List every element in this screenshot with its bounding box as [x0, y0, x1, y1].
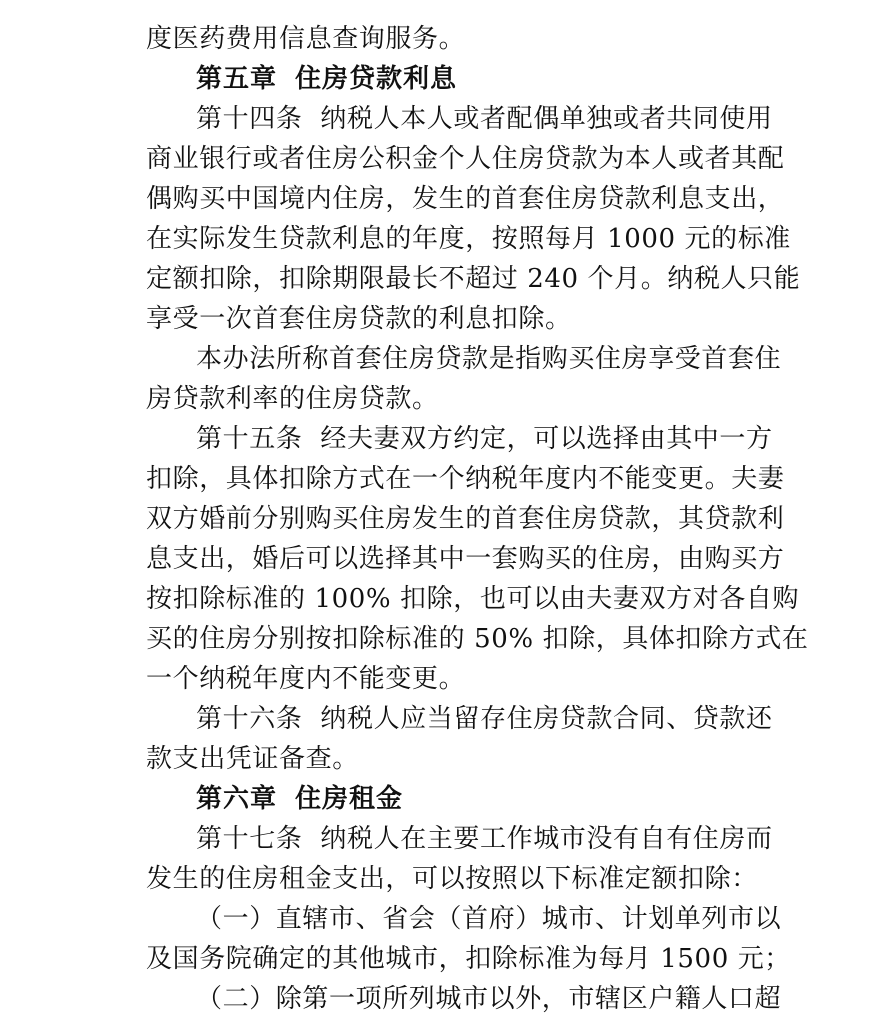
text-line: 双方婚前分别购买住房发生的首套住房贷款，其贷款利	[146, 504, 785, 534]
article-first-line	[0, 419, 873, 459]
chapter-heading	[0, 59, 873, 99]
article-number: 第十四条	[196, 104, 303, 134]
text-line: 在实际发生贷款利息的年度，按照每月 1000 元的标准	[146, 224, 791, 254]
article-text: 经夫妻双方约定，可以选择由其中一方	[320, 424, 773, 454]
article-first-line	[0, 99, 873, 139]
text-line: 款支出凭证备查。	[146, 744, 359, 774]
text-line: 息支出，婚后可以选择其中一套购买的住房，由购买方	[146, 544, 785, 574]
article-number: 第十五条	[196, 424, 303, 454]
text-line: 定额扣除，扣除期限最长不超过 240 个月。纳税人只能	[146, 264, 801, 294]
article-text: 纳税人应当留存住房贷款合同、贷款还	[320, 704, 773, 734]
article-text: 纳税人在主要工作城市没有自有住房而	[320, 824, 773, 854]
text-line: 及国务院确定的其他城市，扣除标准为每月 1500 元；	[146, 944, 791, 974]
text-line: 房贷款利率的住房贷款。	[146, 384, 439, 414]
article-number: 第十七条	[196, 824, 303, 854]
chapter-number: 第五章	[196, 64, 278, 94]
list-item-first-line: （二）除第一项所列城市以外，市辖区户籍人口超	[196, 984, 782, 1014]
list-item-first-line: （一）直辖市、省会（首府）城市、计划单列市以	[196, 904, 782, 934]
text-line: 扣除，具体扣除方式在一个纳税年度内不能变更。夫妻	[146, 464, 785, 494]
text-line: 商业银行或者住房公积金个人住房贷款为本人或者其配	[146, 144, 785, 174]
text-line: 按扣除标准的 100% 扣除，也可以由夫妻双方对各自购	[146, 584, 800, 614]
text-line: 偶购买中国境内住房，发生的首套住房贷款利息支出，	[146, 184, 785, 214]
text-line: 享受一次首套住房贷款的利息扣除。	[146, 304, 572, 334]
chapter-title: 住房租金	[295, 784, 404, 814]
article-first-line	[0, 699, 873, 739]
text-line: 买的住房分别按扣除标准的 50% 扣除，具体扣除方式在	[146, 624, 809, 654]
article-first-line	[0, 819, 873, 859]
paragraph-first-line: 本办法所称首套住房贷款是指购买住房享受首套住	[196, 344, 782, 374]
text-line: 一个纳税年度内不能变更。	[146, 664, 466, 694]
chapter-title: 住房贷款利息	[295, 64, 458, 94]
article-text: 纳税人本人或者配偶单独或者共同使用	[320, 104, 773, 134]
text-line: 度医药费用信息查询服务。	[146, 24, 466, 54]
text-line: 发生的住房租金支出，可以按照以下标准定额扣除：	[146, 864, 758, 894]
chapter-heading	[0, 779, 873, 819]
chapter-number: 第六章	[196, 784, 278, 814]
article-number: 第十六条	[196, 704, 303, 734]
